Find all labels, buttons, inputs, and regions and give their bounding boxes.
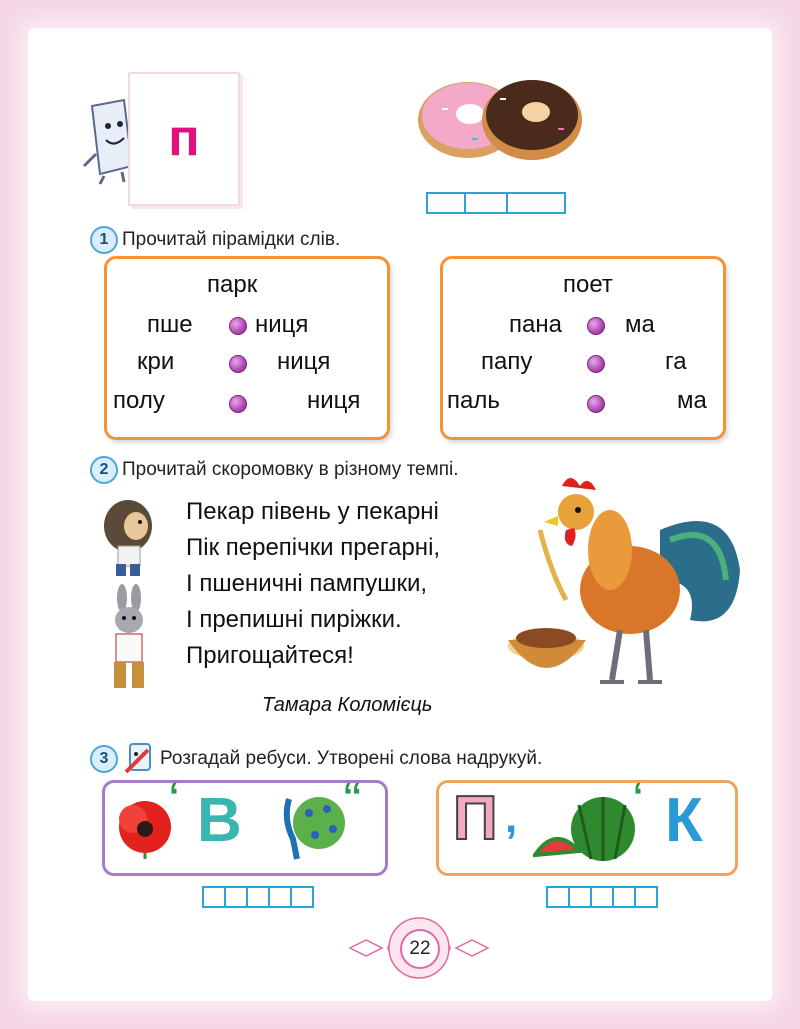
letter-card [128,72,240,206]
poem-author: Тамара Коломієць [262,694,433,716]
pyramid-word: полу [113,387,165,414]
syllable-dot [229,317,247,335]
syllable-dot [587,395,605,413]
pencil-character-icon [122,742,156,776]
pyramid-word: ниця [255,311,309,338]
rebus-comma: , [505,793,518,842]
task-2-heading [90,456,458,484]
apostrophe-1: ‘ [169,775,180,816]
pyramid-word: пана [509,311,562,338]
answer-boxes-rebus-1[interactable] [204,886,314,908]
poem-line: Пригощайтеся! [186,642,354,669]
pyramid-word: кри [137,348,175,375]
letter-p: п [168,109,200,167]
rebus-letter-v: В [197,786,242,855]
pyramid-word: ма [677,387,707,414]
poem-line: Пекар півень у пекарні [186,498,439,525]
answer-boxes-rebus-2[interactable] [548,886,658,908]
syllable-dot [229,355,247,373]
pyramid-word: парк [207,271,258,298]
poem-line: І пшеничні пампушки, [186,570,428,597]
task-2-text: Прочитай скоромовку в різному темпі. [122,459,459,480]
syllable-dot [229,395,247,413]
pyramid-word: пше [147,311,193,338]
pyramid-left [104,256,390,440]
task-number-3: 3 [90,745,118,773]
pyramid-right [440,256,726,440]
task-1-text: Прочитай пірамідки слів. [122,229,341,250]
pyramid-word: паль [447,387,500,414]
answer-boxes-donut[interactable] [428,192,566,214]
task-number-1: 1 [90,226,118,254]
syllable-dot [587,355,605,373]
apostrophe-3: ‘ [633,775,644,816]
task-3-text: Розгадай ребуси. Утворені слова надрукуй. [160,748,543,769]
hedgehog-icon [98,496,158,580]
apostrophe-2: ‘‘ [343,775,362,816]
task-number-2: 2 [90,456,118,484]
pyramid-word: га [665,348,687,375]
donuts-icon [412,68,588,164]
pyramid-word: ниця [307,387,361,414]
pyramid-word: папу [481,348,533,375]
rebus-1 [102,775,388,876]
poppy-icon [115,793,175,859]
task-1-heading [90,226,340,254]
pyramid-word: поет [563,271,613,298]
tongue-twister [186,494,440,674]
pyramid-word: ма [625,311,655,338]
rabbit-icon [96,584,162,696]
poem-line: І препишні пиріжки. [186,606,402,633]
peacock-icon [275,789,345,863]
rooster-icon [500,460,750,700]
poem-line: Пік перепічки прегарні, [186,534,441,561]
pyramid-word: ниця [277,348,331,375]
task-3-heading [90,742,542,776]
watermelon-icon [533,791,637,867]
rebus-letter-k: К [665,786,703,855]
rebus-2 [436,775,738,876]
rebus-letter-p: П [453,784,498,853]
page-number: 22 [400,929,440,969]
syllable-dot [587,317,605,335]
